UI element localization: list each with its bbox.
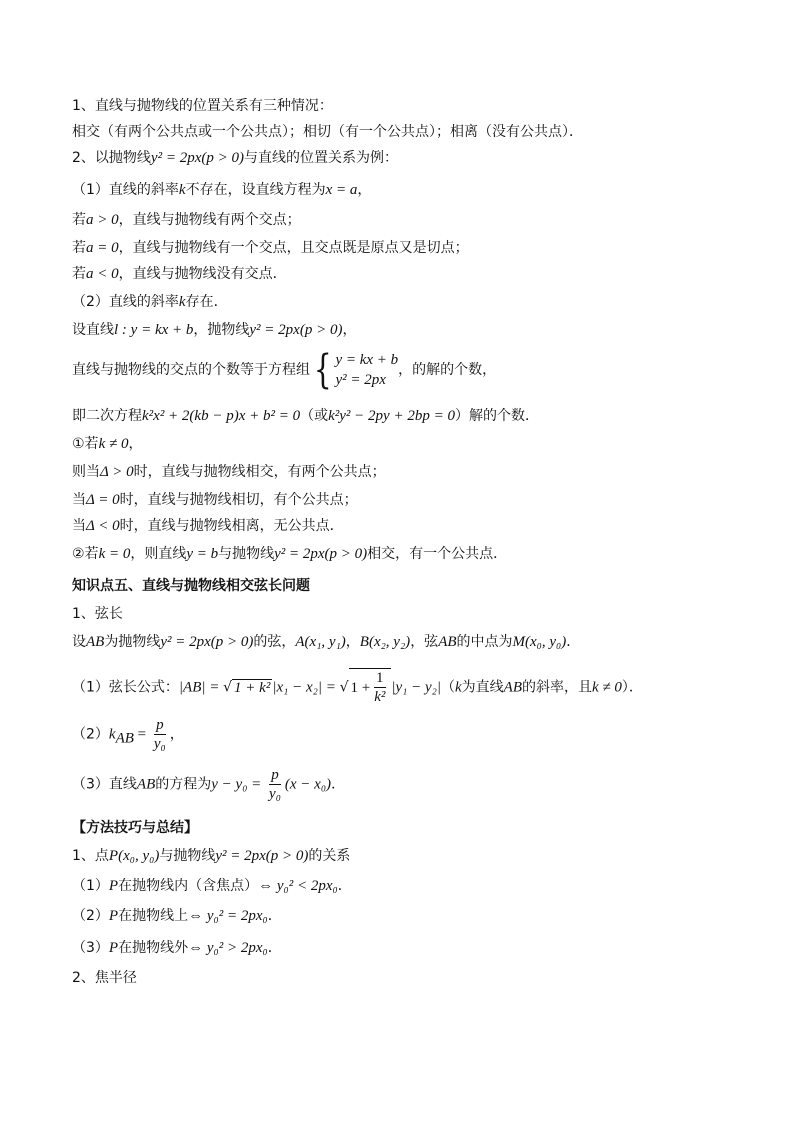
text-line-1: 1、直线与抛物线的位置关系有三种情况：	[72, 98, 333, 114]
section-heading-5: 知识点五、直线与抛物线相交弦长问题	[72, 578, 310, 594]
text-line-24: （2）P在抛物线上⇔ y₀² = 2px₀．	[72, 908, 282, 924]
text-line-3: 2、以抛物线y² = 2px(p > 0)与直线的位置关系为例：	[72, 150, 398, 166]
text-line-13: 则当Δ > 0时，直线与抛物线相交，有两个公共点；	[72, 464, 386, 480]
text-line-26: 2、焦半径	[72, 970, 137, 986]
text-line-19-chord-formula: （1）弦长公式：|AB| = √ 1 + k² |x₁ − x₂| = √ 1 + $\frac{1}{\text{k²}}$ |y₁ − y₂|（k为直线AB的斜率，且k ≠ 0）．	[72, 670, 643, 705]
section-heading-method: 【方法技巧与总结】	[72, 820, 198, 836]
text-line-14: 当Δ = 0时，直线与抛物线相切，有个公共点；	[72, 492, 358, 508]
text-line-16: ②若k = 0，则直线y = b与抛物线y² = 2px(p > 0)相交，有一个公共点．	[72, 546, 508, 562]
text-line-7: 若a < 0，直线与抛物线没有交点．	[72, 266, 287, 282]
text-line-4: （1）直线的斜率k不存在，设直线方程为x = a，	[72, 182, 372, 198]
text-line-25: （3）P在抛物线外⇔ y₀² > 2px₀．	[72, 940, 282, 956]
text-line-21-line-eq: （3）直线AB的方程为y − y₀ = $\frac{p}{\text{y₀}}$ (x − x₀)．	[72, 767, 346, 802]
text-line-2: 相交（有两个公共点或一个公共点）；相切（有一个公共点）；相离（没有公共点）．	[72, 124, 583, 140]
equation-system: { y = kx + b y² = 2px	[313, 347, 399, 393]
text-line-9: 设直线l : y = kx + b，抛物线y² = 2px(p > 0)，	[72, 322, 357, 338]
text-line-12: ①若k ≠ 0，	[72, 436, 143, 452]
text-line-11: 即二次方程k²x² + 2(kb − p)x + b² = 0（或k²y² − 2py + 2bp = 0）解的个数．	[72, 408, 539, 424]
text-line-10: 直线与抛物线的交点的个数等于方程组 { y = kx + b y² = 2px ，的解的个数，	[72, 347, 497, 393]
text-line-15: 当Δ < 0时，直线与抛物线相离，无公共点．	[72, 518, 344, 534]
text-line-22: 1、点P(x₀, y₀)与抛物线y² = 2px(p > 0)的关系	[72, 848, 351, 864]
text-line-8: （2）直线的斜率k存在．	[72, 294, 228, 310]
text-line-5: 若a > 0，直线与抛物线有两个交点；	[72, 212, 301, 228]
math-parabola: y² = 2px(p > 0)	[150, 150, 244, 166]
text-line-20-kab: $(2)k_{AB}$ = $\frac{p}{\text{y₀}}$ ，	[72, 717, 184, 752]
text-line-18: 设AB为抛物线y² = 2px(p > 0)的弦，A(x₁, y₁)，B(x₂, y₂)，弦AB的中点为M(x₀, y₀)．	[72, 634, 581, 650]
text-line-6: 若a = 0，直线与抛物线有一个交点，且交点既是原点又是切点；	[72, 240, 469, 256]
text-line-23: （1）P在抛物线内（含焦点）⇔ y₀² < 2px₀．	[72, 878, 352, 894]
text-line-17: 1、弦长	[72, 606, 123, 622]
